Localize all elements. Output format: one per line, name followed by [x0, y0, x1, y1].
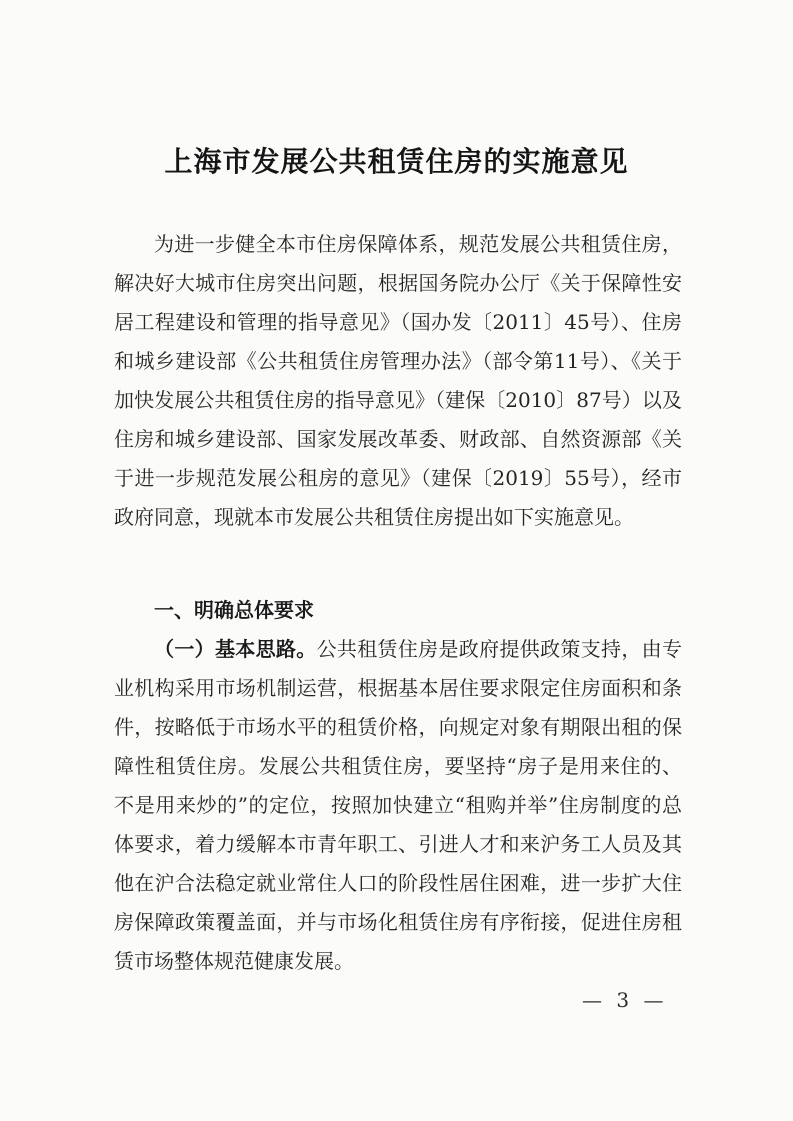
paragraph-lead: （一）基本思路。 [154, 637, 317, 661]
document-title: 上海市发展公共租赁住房的实施意见 [164, 145, 629, 178]
page-number: — 3 — [582, 988, 668, 1012]
basic-approach-paragraph [114, 630, 682, 981]
paragraph-text: 公共租赁住房是政府提供政策支持，由专业机构采用市场机制运营，根据基本居住要求限定住房面积和条件，按略低于市场水平的租赁价格，向规定对象有期限出租的保障性租赁住房。发展公共租赁住房，要坚持“房子是用来住的、不是用来炒的”的定位，按照加快建立“租购并举”住房制度的总体要求，着力缓解本市青年职工、引进人才和来沪务工人员及其他在沪合法稳定就业常住人口的阶段性居住困难，进一步扩大住房保障政策覆盖面，并与市场化租赁住房有序衔接，促进住房租赁市场整体规范健康发展。 [114, 637, 683, 973]
intro-paragraph: 为进一步健全本市住房保障体系，规范发展公共租赁住房，解决好大城市住房突出问题，根据国务院办公厅《关于保障性安居工程建设和管理的指导意见》（国办发〔2011〕45号）、住房和城乡建设部《公共租赁住房管理办法》（部令第11号）、《关于加快发展公共租赁住房的指导意见》（建保〔2010〕87号）以及住房和城乡建设部、国家发展改革委、财政部、自然资源部《关于进一步规范发展公租房的意见》（建保〔2019〕55号），经市政府同意，现就本市发展公共租赁住房提出如下实施意见。 [114, 232, 682, 529]
section-heading: 一、明确总体要求 [154, 598, 314, 622]
